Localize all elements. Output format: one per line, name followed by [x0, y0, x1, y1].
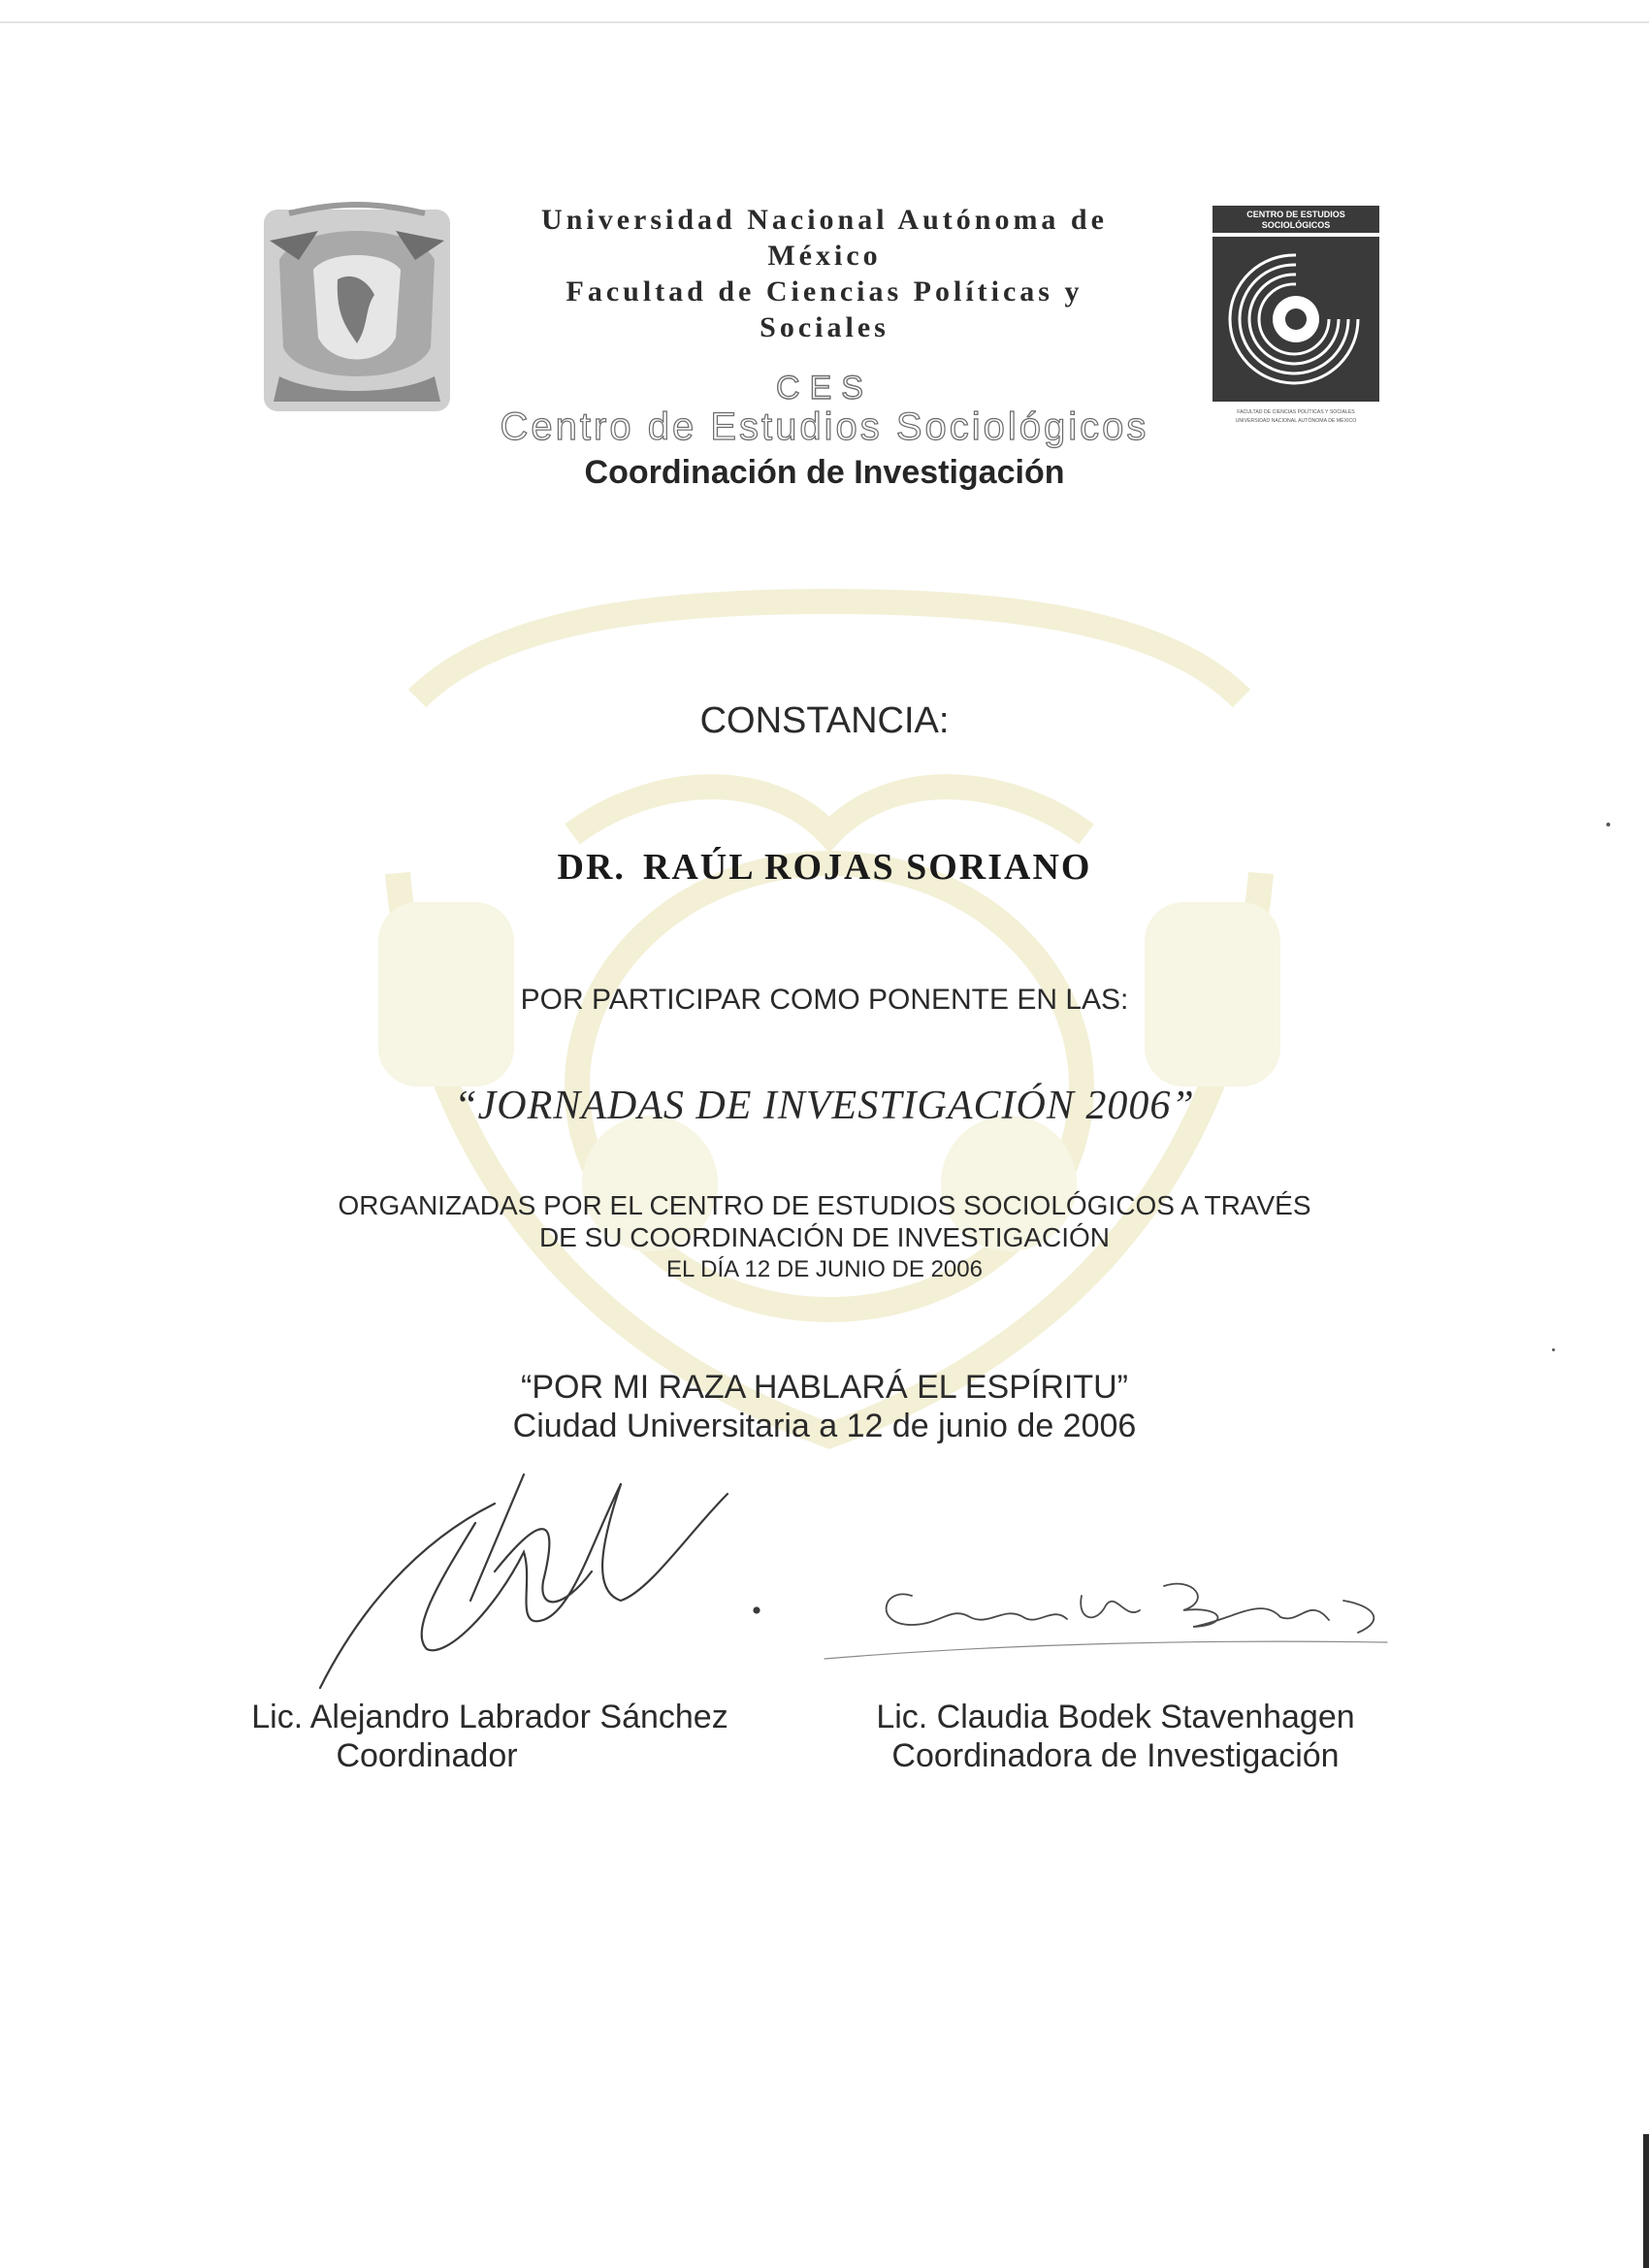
organized-by-text [0, 1189, 1649, 1285]
event-title: “JORNADAS DE INVESTIGACIÓN 2006” [454, 1084, 1195, 1128]
scan-edge-top [0, 21, 1649, 23]
ces-logo-label-line1: CENTRO DE ESTUDIOS [1246, 210, 1345, 219]
recipient-title: DR. [557, 847, 626, 888]
ces-logo [1212, 206, 1379, 427]
organized-line1: ORGANIZADAS POR EL CENTRO DE ESTUDIOS SOCIOLÓGICOS A TRAVÉS [338, 1190, 1311, 1220]
signatory-left [213, 1698, 766, 1775]
ces-logo-footer-line2: UNIVERSIDAD NACIONAL AUTÓNOMA DE MÉXICO [1235, 418, 1357, 424]
ces-full-name: Centro de Estudios Sociológicos [500, 405, 1149, 448]
participation-text: POR PARTICIPAR COMO PONENTE EN LAS: [520, 984, 1129, 1016]
scan-speck [1606, 823, 1610, 826]
scan-speck [1552, 1348, 1555, 1351]
unam-seal-logo [260, 202, 454, 419]
certificate-heading: CONSTANCIA: [699, 700, 950, 741]
signatory-right-role: Coordinadora de Investigación [891, 1737, 1340, 1774]
signatory-left-role: Coordinador [336, 1737, 518, 1774]
institution-header [475, 202, 1174, 492]
place-and-date: Ciudad Universitaria a 12 de junio de 2006 [512, 1408, 1137, 1444]
signatory-right-name: Lic. Claudia Bodek Stavenhagen [876, 1699, 1355, 1735]
recipient-name-line [0, 846, 1649, 889]
university-name-line1: Universidad Nacional Autónoma de [541, 204, 1108, 236]
signatory-right [834, 1698, 1397, 1775]
ces-logo-footer-line1: FACULTAD DE CIENCIAS POLÍTICAS Y SOCIALES [1237, 409, 1355, 415]
faculty-name-line2: Sociales [760, 311, 889, 343]
signature-right [805, 1567, 1406, 1673]
coordination-title: Coordinación de Investigación [584, 454, 1065, 491]
recipient-name: RAÚL ROJAS SORIANO [642, 847, 1092, 888]
motto-block [0, 1368, 1649, 1445]
university-name-line2: México [767, 240, 882, 272]
ces-logo-label-line2: SOCIOLÓGICOS [1261, 220, 1331, 230]
signatory-left-name: Lic. Alejandro Labrador Sánchez [251, 1699, 728, 1735]
scan-edge-right [1643, 2134, 1649, 2268]
faculty-name-line1: Facultad de Ciencias Políticas y [566, 275, 1083, 308]
ces-abbreviation: CES [776, 370, 873, 406]
organized-line3: EL DÍA 12 DE JUNIO DE 2006 [666, 1256, 983, 1282]
organized-line2: DE SU COORDINACIÓN DE INVESTIGACIÓN [538, 1222, 1111, 1252]
university-motto: “POR MI RAZA HABLARÁ EL ESPÍRITU” [521, 1369, 1128, 1406]
signature-left [301, 1465, 805, 1698]
